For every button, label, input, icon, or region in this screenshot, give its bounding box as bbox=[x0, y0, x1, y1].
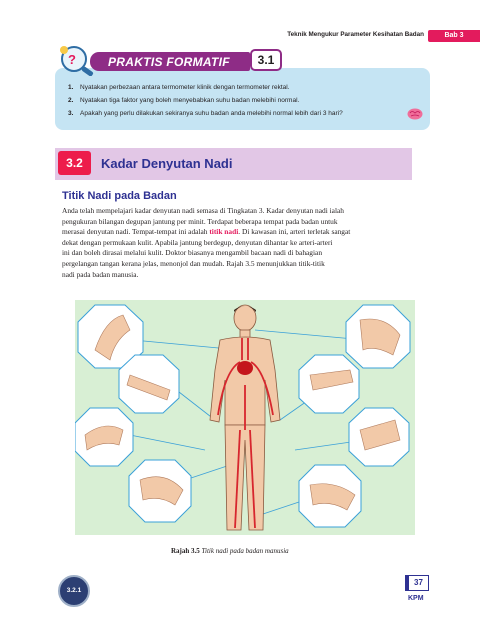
question-number: 3. bbox=[68, 110, 74, 117]
section-title: Kadar Denyutan Nadi bbox=[101, 156, 233, 171]
figure-label: Rajah 3.5 bbox=[171, 547, 200, 555]
formatif-question bbox=[68, 84, 290, 91]
chapter-tab: Bab 3 bbox=[428, 30, 480, 42]
pulse-points-illustration bbox=[75, 300, 415, 535]
formatif-number: 3.1 bbox=[250, 49, 282, 71]
question-text: Nyatakan perbezaan antara termometer klinik dengan termometer rektal. bbox=[80, 84, 290, 91]
section-number: 3.2 bbox=[58, 151, 91, 175]
brain-icon bbox=[407, 108, 423, 120]
running-title: Teknik Mengukur Parameter Kesihatan Badan bbox=[287, 31, 424, 38]
question-text: Nyatakan tiga faktor yang boleh menyebabkan suhu badan melebihi normal. bbox=[80, 97, 300, 104]
pulse-points-figure bbox=[75, 300, 415, 535]
keyword-highlight: titik nadi bbox=[209, 227, 239, 237]
formatif-question bbox=[68, 110, 343, 117]
question-text: Apakah yang perlu dilakukan sekiranya suhu badan anda melebihi normal lebih dari 3 hari? bbox=[80, 110, 343, 117]
running-header bbox=[270, 30, 480, 44]
publisher-label: KPM bbox=[408, 595, 424, 602]
formatif-question bbox=[68, 97, 299, 104]
body-paragraph bbox=[62, 206, 432, 280]
magnifier-quiz-icon bbox=[58, 42, 100, 76]
page-number: 37 bbox=[405, 575, 429, 591]
svg-text:?: ? bbox=[68, 52, 76, 67]
figure-caption bbox=[171, 547, 289, 555]
question-number: 1. bbox=[68, 84, 74, 91]
paragraph-text: . Di kawasan ini, arteri terletak sangat dekat dengan permukaan kulit. Apabila jantung berdegup, denyutan dihantar ke arteri-arteri ini dan boleh dirasai melalui kulit. Doktor biasanya mengambil bacaan nadi di bahagian pergelangan tangan kerana jelas, menonjol dan mudah. Rajah 3.5 menunjukkan titik-titik nadi pada badan manusia. bbox=[62, 227, 351, 279]
question-number: 2. bbox=[68, 97, 74, 104]
paragraph-text: Anda telah mempelajari kadar denyutan nadi semasa di Tingkatan 3. Kadar denyutan nadi ialah pengukuran bilangan degupan jantung per minit. Terdapat beberapa tempat pada badan untuk merasai denyutan nadi. Tempat-tempat ini adalah bbox=[62, 206, 344, 237]
formatif-title: PRAKTIS FORMATIF bbox=[108, 55, 230, 69]
subsection-title: Titik Nadi pada Badan bbox=[62, 190, 177, 202]
learning-standard-badge: 3.2.1 bbox=[58, 575, 90, 607]
figure-caption-text: Titik nadi pada badan manusia bbox=[201, 547, 289, 555]
